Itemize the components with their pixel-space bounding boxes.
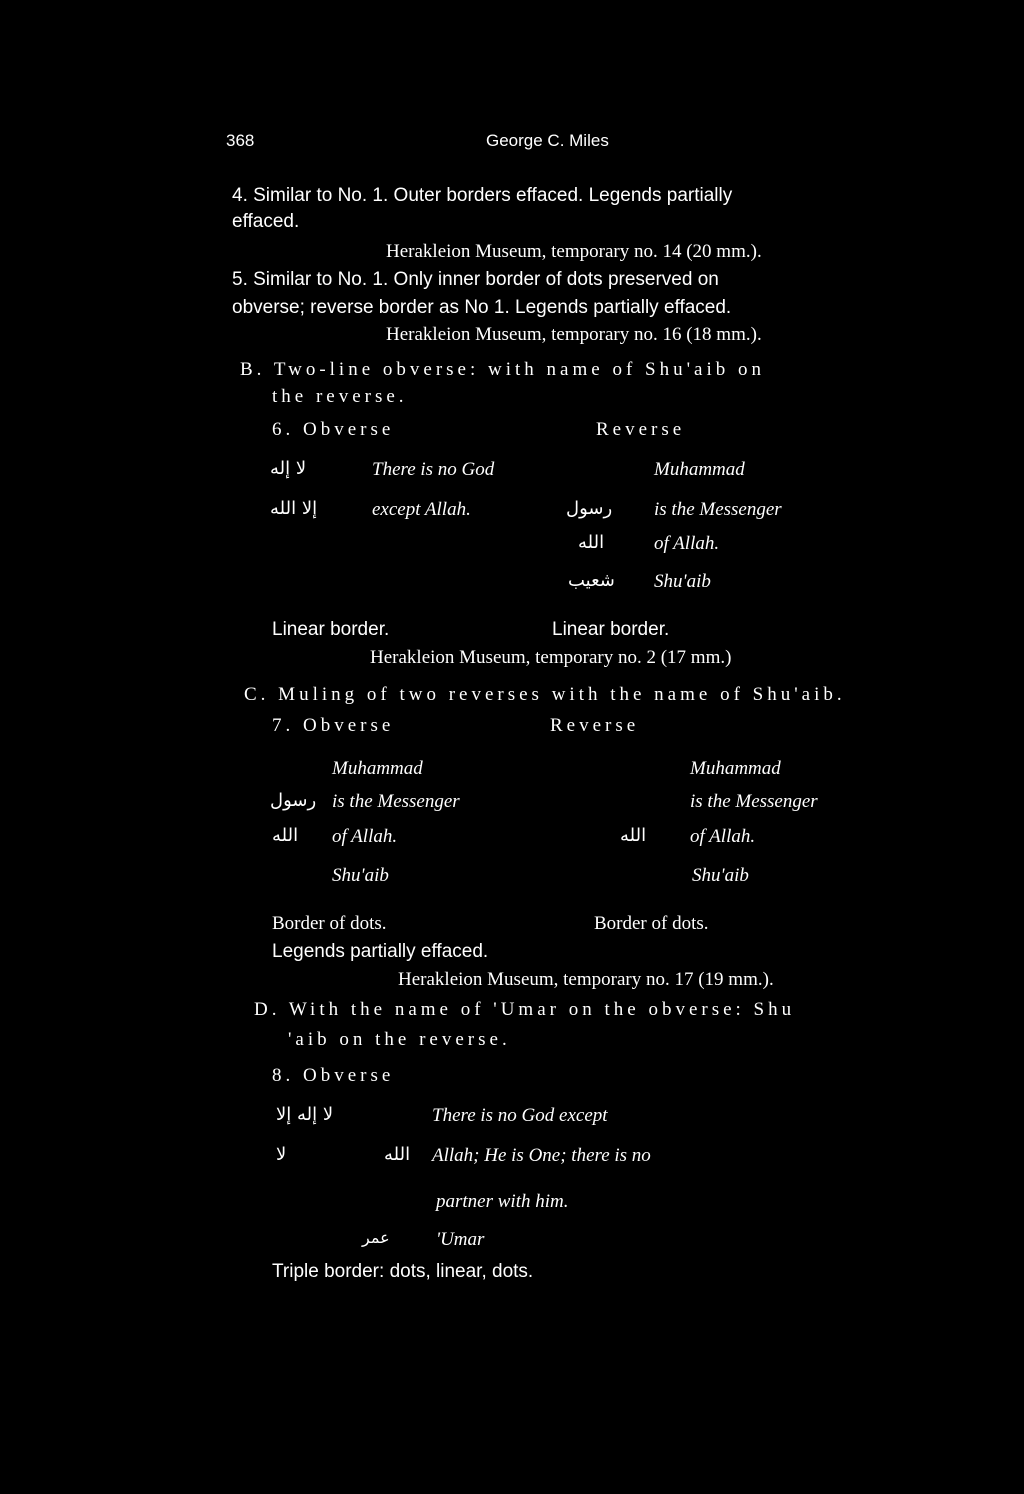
entry-7-obverse-translation-1: Muhammad bbox=[332, 758, 423, 779]
entry-6-obverse-heading: 6. Obverse bbox=[272, 419, 395, 440]
entry-8-translation-4: 'Umar bbox=[436, 1229, 485, 1250]
entry-6-reverse-translation-3: of Allah. bbox=[654, 533, 720, 554]
entry-7-legends-note: Legends partially effaced. bbox=[272, 941, 489, 962]
entry-4-line-1: 4. Similar to No. 1. Outer borders effaced. Legends partially bbox=[232, 185, 733, 206]
entry-6-reverse-arabic-3: الله bbox=[578, 532, 605, 553]
entry-7-obverse-translation-3: of Allah. bbox=[332, 826, 398, 847]
entry-6-reverse-border: Linear border. bbox=[552, 619, 670, 640]
entry-4-museum: Herakleion Museum, temporary no. 14 (20 mm.). bbox=[386, 241, 762, 262]
section-d-heading-line-2: 'aib on the reverse. bbox=[288, 1029, 511, 1050]
entry-5-line-1: 5. Similar to No. 1. Only inner border of dots preserved on bbox=[232, 269, 719, 290]
entry-7-reverse-heading: Reverse bbox=[550, 715, 640, 736]
entry-6-reverse-translation-2: is the Messenger bbox=[654, 499, 782, 520]
entry-6-reverse-arabic-4: شعيب bbox=[568, 570, 615, 591]
entry-6-museum: Herakleion Museum, temporary no. 2 (17 mm.) bbox=[370, 647, 732, 668]
running-head-author: George C. Miles bbox=[486, 131, 609, 150]
section-b-heading-line-1: B. Two-line obverse: with name of Shu'aib on bbox=[240, 359, 765, 380]
entry-5-museum: Herakleion Museum, temporary no. 16 (18 mm.). bbox=[386, 324, 762, 345]
entry-7-reverse-translation-4: Shu'aib bbox=[692, 865, 749, 886]
entry-8-obverse-heading: 8. Obverse bbox=[272, 1065, 395, 1086]
entry-7-reverse-border: Border of dots. bbox=[594, 913, 709, 934]
entry-6-obverse-border: Linear border. bbox=[272, 619, 390, 640]
entry-8-translation-1: There is no God except bbox=[432, 1105, 608, 1126]
entry-7-obverse-border: Border of dots. bbox=[272, 913, 387, 934]
entry-7-reverse-arabic-3: الله bbox=[620, 825, 647, 846]
entry-7-obverse-arabic-2: رسول bbox=[270, 790, 317, 811]
entry-8-border: Triple border: dots, linear, dots. bbox=[272, 1261, 534, 1282]
entry-6-obverse-arabic-1: لا إله bbox=[270, 458, 307, 479]
entry-8-arabic-4: عمر bbox=[362, 1228, 390, 1247]
entry-8-arabic-2b: الله bbox=[384, 1144, 411, 1165]
entry-8-translation-2: Allah; He is One; there is no bbox=[432, 1145, 651, 1166]
section-c-heading: C. Muling of two reverses with the name of Shu'aib. bbox=[244, 684, 846, 705]
entry-7-reverse-translation-2: is the Messenger bbox=[690, 791, 818, 812]
page-number: 368 bbox=[226, 131, 255, 150]
entry-7-reverse-translation-3: of Allah. bbox=[690, 826, 756, 847]
entry-7-obverse-translation-2: is the Messenger bbox=[332, 791, 460, 812]
entry-7-reverse-translation-1: Muhammad bbox=[690, 758, 781, 779]
entry-7-obverse-translation-4: Shu'aib bbox=[332, 865, 389, 886]
entry-5-line-2: obverse; reverse border as No 1. Legends partially effaced. bbox=[232, 297, 732, 318]
section-b-heading-line-2: the reverse. bbox=[272, 386, 408, 407]
entry-6-reverse-translation-4: Shu'aib bbox=[654, 571, 711, 592]
entry-6-reverse-heading: Reverse bbox=[596, 419, 686, 440]
section-d-heading-line-1: D. With the name of 'Umar on the obverse: Shu bbox=[254, 999, 796, 1020]
entry-6-obverse-arabic-2: إلا الله bbox=[270, 498, 318, 519]
entry-6-reverse-translation-1: Muhammad bbox=[654, 459, 745, 480]
entry-8-arabic-1: لا إله إلا bbox=[276, 1104, 334, 1125]
entry-7-obverse-arabic-3: الله bbox=[272, 825, 299, 846]
entry-6-reverse-arabic-2: رسول bbox=[566, 498, 613, 519]
entry-8-arabic-2a: لا bbox=[276, 1144, 287, 1165]
entry-7-museum: Herakleion Museum, temporary no. 17 (19 mm.). bbox=[398, 969, 774, 990]
entry-7-obverse-heading: 7. Obverse bbox=[272, 715, 395, 736]
entry-4-line-2: effaced. bbox=[232, 211, 300, 232]
entry-6-obverse-translation-1: There is no God bbox=[372, 459, 495, 480]
entry-8-translation-3: partner with him. bbox=[436, 1191, 569, 1212]
entry-6-obverse-translation-2: except Allah. bbox=[372, 499, 471, 520]
